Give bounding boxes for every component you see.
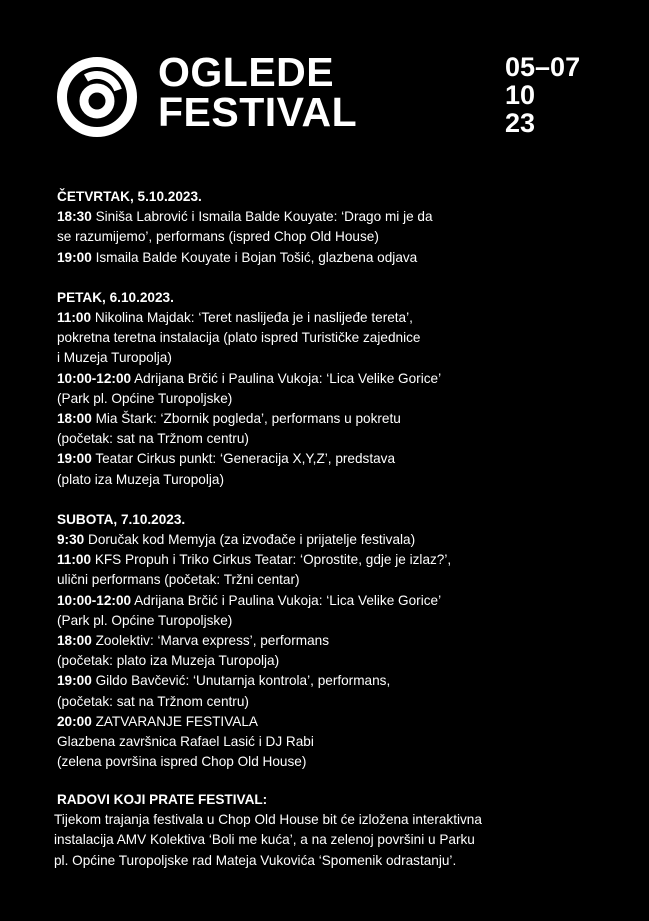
- date-line-1: 05–07: [505, 52, 581, 82]
- title-line-2: FESTIVAL: [158, 89, 358, 135]
- date-line-3: 23: [505, 108, 536, 138]
- program-day: [57, 510, 617, 773]
- event-line: [57, 409, 617, 429]
- event-text: pokretna teretna instalacija (plato ispred Turističke zajednice: [57, 330, 421, 346]
- event-line: [57, 328, 617, 348]
- event-text: Teatar Cirkus punkt: ‘Generacija X,Y,Z’, predstava: [95, 451, 396, 467]
- event-time: 10:00-12:00: [57, 592, 132, 608]
- event-text: (početak: sat na Tržnom centru): [57, 693, 249, 709]
- event-text: (plato iza Muzeja Turopolja): [57, 471, 224, 487]
- event-text: (Park pl. Općine Turopoljske): [57, 612, 233, 628]
- festival-dates: [505, 53, 580, 137]
- event-line: [57, 732, 617, 752]
- accompanying-text: [54, 810, 627, 871]
- accompanying-heading: RADOVI KOJI PRATE FESTIVAL:: [57, 792, 268, 807]
- event-line: [57, 530, 617, 550]
- event-text: (Park pl. Općine Turopoljske): [57, 390, 233, 406]
- program-schedule: [57, 187, 617, 792]
- day-heading: SUBOTA, 7.10.2023.: [57, 511, 186, 527]
- event-text: Glazbena završnica Rafael Lasić i DJ Rabi: [57, 734, 314, 750]
- event-line: [57, 550, 617, 570]
- event-time: 9:30: [57, 532, 85, 548]
- event-text: (početak: plato iza Muzeja Turopolja): [57, 653, 280, 669]
- event-time: 11:00: [57, 552, 92, 568]
- accompanying-works: [54, 790, 627, 871]
- event-line: [57, 591, 617, 611]
- event-line: [57, 308, 617, 328]
- event-text: Ismaila Balde Kouyate i Bojan Tošić, glazbena odjava: [95, 249, 418, 265]
- event-line: [57, 227, 617, 247]
- event-text: Nikolina Majdak: ‘Teret naslijeđa je i naslijeđe tereta’,: [94, 310, 413, 326]
- title-line-1: OGLEDE: [158, 49, 335, 95]
- day-heading: ČETVRTAK, 5.10.2023.: [57, 189, 202, 204]
- event-time: 19:00: [57, 673, 92, 689]
- event-text: Zoolektiv: ‘Marva express’, performans: [95, 633, 329, 649]
- event-text: ZATVARANJE FESTIVALA: [95, 713, 258, 729]
- event-line: [57, 248, 617, 268]
- event-line: [57, 470, 617, 490]
- event-line: [57, 712, 617, 732]
- event-line: [57, 429, 617, 449]
- event-line: [57, 692, 617, 712]
- event-time: 18:00: [57, 633, 92, 649]
- event-time: 20:00: [57, 713, 92, 729]
- event-text: Adrijana Brčić i Paulina Vukoja: ‘Lica Velike Gorice’: [134, 592, 442, 608]
- program-day: [57, 187, 617, 268]
- event-text: se razumijemo’, performans (ispred Chop Old House): [57, 229, 379, 245]
- event-line: [57, 752, 617, 772]
- day-heading: PETAK, 6.10.2023.: [57, 289, 174, 305]
- festival-logo-icon: [56, 56, 138, 138]
- event-time: 19:00: [57, 451, 92, 467]
- event-line: [57, 389, 617, 409]
- date-line-2: 10: [505, 80, 536, 110]
- event-text: Siniša Labrović i Ismaila Balde Kouyate: ‘Drago mi je da: [95, 209, 433, 225]
- event-time: 18:00: [57, 411, 92, 427]
- festival-title: [158, 49, 358, 135]
- accompanying-line: instalacija AMV Kolektiva ‘Boli me kuća’, a na zelenoj površini u Parku: [54, 832, 475, 848]
- accompanying-line: pl. Općine Turopoljske rad Mateja Vukovića ‘Spomenik odrastanju’.: [54, 852, 457, 868]
- event-text: ulični performans (početak: Tržni centar): [57, 572, 300, 588]
- event-time: 19:00: [57, 249, 92, 265]
- event-line: [57, 449, 617, 469]
- event-line: [57, 651, 617, 671]
- accompanying-line: Tijekom trajanja festivala u Chop Old House bit će izložena interaktivna: [54, 812, 482, 828]
- event-time: 18:30: [57, 209, 92, 225]
- event-time: 11:00: [57, 310, 92, 326]
- event-line: [57, 369, 617, 389]
- event-text: Gildo Bavčević: ‘Unutarnja kontrola’, performans,: [95, 673, 391, 689]
- event-text: KFS Propuh i Triko Cirkus Teatar: ‘Oprostite, gdje je izlaz?’,: [94, 552, 452, 568]
- event-line: [57, 611, 617, 631]
- event-text: Mia Štark: ‘Zbornik pogleda’, performans u pokretu: [95, 411, 401, 427]
- event-text: i Muzeja Turopolja): [57, 350, 172, 366]
- event-line: [57, 631, 617, 651]
- program-day: [57, 288, 617, 490]
- event-line: [57, 570, 617, 590]
- event-line: [57, 207, 617, 227]
- event-line: [57, 671, 617, 691]
- event-time: 10:00-12:00: [57, 370, 132, 386]
- event-text: (početak: sat na Tržnom centru): [57, 431, 249, 447]
- event-text: (zelena površina ispred Chop Old House): [57, 754, 307, 770]
- event-text: Doručak kod Memyja (za izvođače i prijatelje festivala): [88, 532, 416, 548]
- event-text: Adrijana Brčić i Paulina Vukoja: ‘Lica Velike Gorice’: [134, 370, 442, 386]
- event-line: [57, 348, 617, 368]
